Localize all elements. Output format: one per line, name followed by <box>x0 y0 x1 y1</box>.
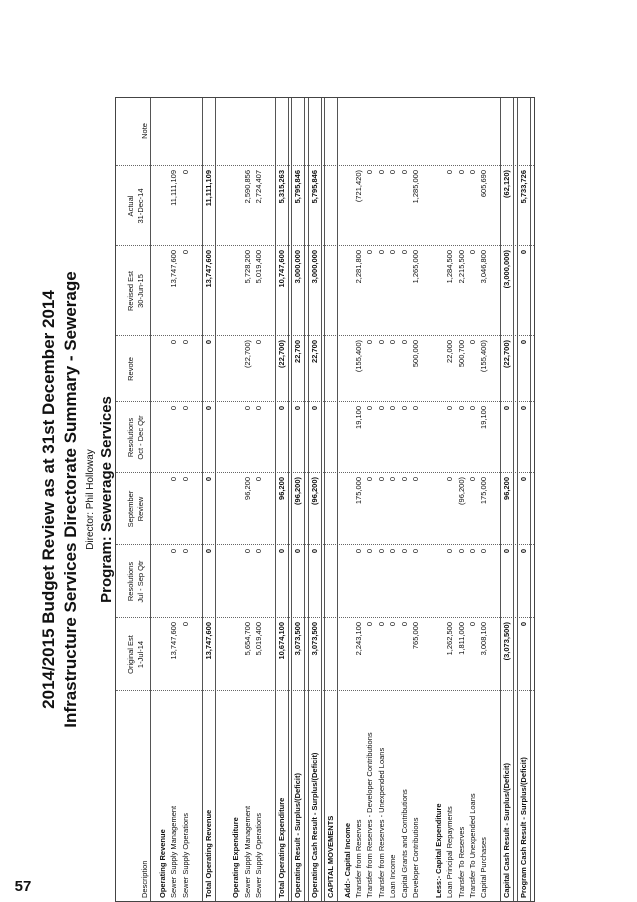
row-label: Sewer Supply Management <box>242 805 252 898</box>
row-value: 0 <box>518 250 528 255</box>
row-value: 0 <box>518 477 528 482</box>
row-value: 13,747,600 <box>203 250 213 288</box>
row-value: 765,000 <box>411 622 420 650</box>
row-value: (22,700) <box>502 340 512 368</box>
row-value: 13,747,600 <box>203 622 213 660</box>
row-value: 5,019,400 <box>254 622 264 656</box>
row-value: 0 <box>365 477 375 482</box>
row-value: 0 <box>388 549 398 554</box>
row-value: 1,284,500 <box>445 250 455 284</box>
row-value: 0 <box>242 406 252 411</box>
column-header-line1: Revised Est <box>126 270 135 312</box>
row-label: Loan Principal Repayments <box>445 806 455 898</box>
row-value: (96,200) <box>456 477 466 505</box>
row-value: 0 <box>365 170 375 175</box>
row-rule <box>275 98 276 901</box>
row-label: Capital Grants and Contributions <box>399 789 409 898</box>
row-value: 0 <box>254 549 264 554</box>
row-value: (155,400) <box>354 340 363 373</box>
row-value: 0 <box>277 406 286 411</box>
director-line: Director: Phil Holloway <box>85 449 96 550</box>
row-rule <box>530 98 531 901</box>
row-value: 0 <box>411 406 420 411</box>
row-value: 0 <box>399 406 409 411</box>
row-value: 22,000 <box>445 340 455 363</box>
row-label: Transfer To Reserves <box>456 826 466 898</box>
row-value: 96,200 <box>502 477 512 500</box>
row-value: 0 <box>180 622 190 627</box>
row-value: 0 <box>169 340 179 345</box>
row-value: 0 <box>411 549 420 554</box>
column-header-line1: Description <box>140 860 149 898</box>
column-header-line2: Jul - Sep Qtr <box>136 560 145 603</box>
row-value: 0 <box>399 340 409 345</box>
row-value: 0 <box>518 340 528 345</box>
row-value: 2,281,800 <box>354 250 363 284</box>
budget-sheet <box>35 97 540 902</box>
program-title: Program: Sewerage Services <box>98 396 115 603</box>
row-value: 605,690 <box>479 170 489 198</box>
row-value: 1,262,500 <box>445 622 455 656</box>
column-header-line2: Review <box>136 496 145 522</box>
row-value: 13,747,600 <box>169 622 179 660</box>
row-value: 0 <box>309 549 319 554</box>
row-label: CAPITAL MOVEMENTS <box>326 815 336 898</box>
row-value: 5,795,846 <box>293 170 303 204</box>
row-value: (96,200) <box>309 477 319 505</box>
row-rule <box>215 98 216 901</box>
row-value: 0 <box>445 170 455 175</box>
row-value: 0 <box>376 622 386 627</box>
column-header-line2: 31-Dec-14 <box>136 188 145 224</box>
row-value: 3,000,000 <box>293 250 303 284</box>
row-label: Sewer Supply Operations <box>180 812 190 898</box>
row-value: 0 <box>169 406 179 411</box>
row-value: 0 <box>203 406 213 411</box>
row-value: 0 <box>502 406 512 411</box>
row-label: Transfer from Reserves - Unexpended Loans <box>376 747 386 898</box>
row-value: 0 <box>365 250 375 255</box>
row-value: 0 <box>388 170 398 175</box>
row-value: 0 <box>169 549 179 554</box>
row-value: 0 <box>254 477 264 482</box>
row-label: Operating Expenditure <box>231 817 241 898</box>
row-label: Sewer Supply Management <box>169 805 179 898</box>
row-value: 0 <box>468 170 477 175</box>
row-value: 0 <box>468 406 477 411</box>
row-value: 3,000,000 <box>309 250 319 284</box>
row-value: 0 <box>376 170 386 175</box>
row-value: 5,315,263 <box>277 170 286 204</box>
row-value: 19,100 <box>479 406 489 429</box>
row-value: 0 <box>293 406 303 411</box>
row-rule <box>513 98 514 901</box>
row-value: 3,046,800 <box>479 250 489 284</box>
row-label: Sewer Supply Operations <box>254 812 264 898</box>
row-value: 0 <box>518 406 528 411</box>
row-value: (721,420) <box>354 170 363 203</box>
column-header-line2: Oct - Dec Qtr <box>136 415 145 460</box>
row-rule <box>500 98 501 901</box>
row-value: 0 <box>388 250 398 255</box>
row-value: 1,285,000 <box>411 170 420 204</box>
row-value: 11,111,109 <box>169 170 179 206</box>
row-value: 3,073,500 <box>309 622 319 656</box>
row-value: 3,073,500 <box>293 622 303 656</box>
row-value: 0 <box>365 549 375 554</box>
row-label: Capital Cash Result - Surplus/(Deficit) <box>502 762 512 898</box>
row-rule <box>308 98 309 901</box>
column-header-line2: 1-Jul-14 <box>136 640 145 669</box>
row-value: (62,120) <box>502 170 512 198</box>
row-value: 0 <box>388 340 398 345</box>
row-value: 0 <box>468 549 477 554</box>
row-value: 0 <box>242 549 252 554</box>
row-value: (3,000,000) <box>502 250 512 289</box>
row-rule <box>517 98 518 901</box>
row-value: 22,700 <box>309 340 319 363</box>
row-value: 0 <box>309 406 319 411</box>
row-value: 0 <box>180 406 190 411</box>
row-value: 0 <box>399 477 409 482</box>
row-value: 0 <box>169 477 179 482</box>
row-value: 0 <box>365 622 375 627</box>
row-value: 2,724,407 <box>254 170 264 204</box>
row-value: 96,200 <box>277 477 286 500</box>
row-value: 5,795,846 <box>309 170 319 204</box>
row-value: 2,215,500 <box>456 250 466 284</box>
row-value: 0 <box>456 406 466 411</box>
row-value: 0 <box>203 477 213 482</box>
row-value: (155,400) <box>479 340 489 373</box>
report-title: 2014/2015 Budget Review as at 31st December 2014 <box>39 290 58 709</box>
row-value: 0 <box>388 622 398 627</box>
row-value: (3,073,500) <box>502 622 512 661</box>
row-value: 5,654,700 <box>242 622 252 656</box>
row-rule <box>304 98 305 901</box>
row-rule <box>288 98 289 901</box>
row-label: Transfer from Reserves - Developer Contributions <box>365 732 375 898</box>
row-value: 0 <box>180 477 190 482</box>
row-value: 0 <box>456 549 466 554</box>
row-value: 0 <box>254 406 264 411</box>
row-value: 1,265,000 <box>411 250 420 284</box>
row-value: 0 <box>180 340 190 345</box>
row-rule <box>324 98 325 901</box>
row-value: 0 <box>376 477 386 482</box>
row-value: 0 <box>376 340 386 345</box>
column-header-line1: Resolutions <box>126 561 135 602</box>
row-label: Transfer from Reserves <box>354 819 363 898</box>
row-value: 2,590,856 <box>242 170 252 204</box>
row-label: Loan Income <box>388 854 398 898</box>
row-value: 500,700 <box>456 340 466 368</box>
row-value: 5,728,200 <box>242 250 252 284</box>
row-value: 0 <box>376 250 386 255</box>
header-divider <box>150 98 151 901</box>
budget-table <box>115 97 535 902</box>
column-header-line1: Resolutions <box>126 417 135 458</box>
row-value: 11,111,109 <box>203 170 213 207</box>
column-header-line1: Revote <box>126 357 135 381</box>
row-value: 0 <box>203 340 213 345</box>
row-label: Add:- Capital Income <box>342 822 352 898</box>
row-value: 0 <box>376 406 386 411</box>
row-value: 0 <box>365 406 375 411</box>
row-label: Total Operating Expenditure <box>277 797 286 898</box>
row-value: 0 <box>468 477 477 482</box>
row-value: 500,000 <box>411 340 420 368</box>
row-value: 0 <box>365 340 375 345</box>
row-value: 0 <box>399 549 409 554</box>
row-value: 0 <box>180 250 190 255</box>
row-value: 0 <box>388 406 398 411</box>
row-value: 0 <box>376 549 386 554</box>
row-value: (22,700) <box>277 340 286 368</box>
row-rule <box>321 98 322 901</box>
column-header-line1: Actual <box>126 195 135 217</box>
row-value: 0 <box>277 549 286 554</box>
column-header-line1: Note <box>140 123 149 139</box>
row-value: 0 <box>468 622 477 627</box>
row-value: 0 <box>293 549 303 554</box>
row-label: Less:- Capital Expenditure <box>433 803 443 898</box>
row-label: Total Operating Revenue <box>203 809 213 898</box>
row-value: 22,700 <box>293 340 303 363</box>
row-value: 10,674,100 <box>277 622 286 660</box>
row-rule <box>337 98 338 901</box>
row-value: 0 <box>411 477 420 482</box>
row-rule <box>291 98 292 901</box>
row-value: 3,008,100 <box>479 622 489 656</box>
row-value: 19,100 <box>354 406 363 429</box>
row-value: 0 <box>445 477 455 482</box>
row-value: 0 <box>388 477 398 482</box>
row-value: 0 <box>354 549 363 554</box>
row-value: 0 <box>518 622 528 627</box>
row-value: 5,733,726 <box>518 170 528 204</box>
row-value: 0 <box>479 549 489 554</box>
row-value: 0 <box>502 549 512 554</box>
row-value: 0 <box>399 622 409 627</box>
row-label: Developer Contributions <box>411 817 420 898</box>
column-header-line1: Original Est <box>126 635 135 674</box>
row-value: 0 <box>399 250 409 255</box>
report-subtitle: Infrastructure Services Directorate Summary - Sewerage <box>61 271 80 728</box>
column-header-line1: September <box>126 490 135 528</box>
row-label: Operating Result - Surplus/(Deficit) <box>293 772 303 898</box>
row-value: 0 <box>468 340 477 345</box>
row-value: 175,000 <box>479 477 489 505</box>
row-value: 0 <box>445 549 455 554</box>
row-value: 10,747,600 <box>277 250 286 288</box>
row-label: Capital Purchases <box>479 837 489 898</box>
row-value: 5,019,400 <box>254 250 264 284</box>
row-value: (96,200) <box>293 477 303 505</box>
row-value: (22,700) <box>242 340 252 368</box>
row-label: Transfer To Unexpended Loans <box>468 793 477 898</box>
row-value: 0 <box>254 340 264 345</box>
row-value: 96,200 <box>242 477 252 500</box>
row-value: 0 <box>518 549 528 554</box>
row-value: 0 <box>445 406 455 411</box>
row-label: Operating Revenue <box>158 829 167 898</box>
row-value: 2,243,100 <box>354 622 363 656</box>
row-rule <box>202 98 203 901</box>
row-label: Program Cash Result - Surplus/(Deficit) <box>518 757 528 898</box>
row-value: 13,747,600 <box>169 250 179 288</box>
row-value: 0 <box>180 170 190 175</box>
row-label: Operating Cash Result - Surplus/(Deficit) <box>309 752 319 898</box>
column-header-line2: 30-Jun-15 <box>136 274 145 308</box>
row-value: 0 <box>399 170 409 175</box>
page-number: 57 <box>14 878 32 895</box>
row-value: 0 <box>456 170 466 175</box>
row-value: 175,000 <box>354 477 363 505</box>
row-value: 0 <box>203 549 213 554</box>
row-value: 0 <box>468 250 477 255</box>
row-value: 0 <box>180 549 190 554</box>
row-value: 1,811,000 <box>456 622 466 655</box>
